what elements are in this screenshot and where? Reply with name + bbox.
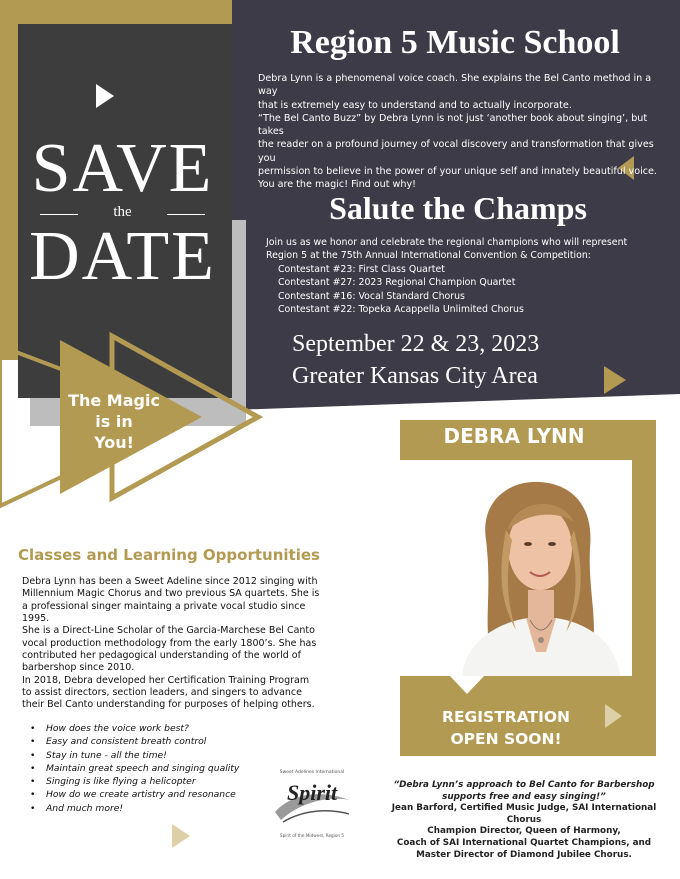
logo-top-text: Sweet Adelines International [279, 770, 345, 775]
magic-line: is in [95, 412, 133, 431]
topic-item: • And much more! [30, 802, 260, 815]
contestant-item: Contestant #27: 2023 Regional Champion Quartet [278, 277, 516, 289]
bio-text [22, 576, 322, 712]
intro-text [258, 72, 662, 192]
bio-line: barbershop since 2010. [22, 662, 135, 674]
salute-line: Join us as we honor and celebrate the regional champions who will represent [266, 237, 628, 248]
page-title: Region 5 Music School [290, 24, 620, 61]
topics-list [30, 722, 260, 815]
registration-status [400, 706, 612, 750]
contestant-item: Contestant #23: First Class Quartet [278, 263, 445, 275]
credit-line: Master Director of Diamond Jubilee Chorus. [416, 849, 632, 860]
credit-line: Coach of SAI International Quartet Champions, and [396, 837, 652, 848]
bio-line: vocal production methodology from the early 1800’s. She has [22, 637, 317, 649]
registration-line: REGISTRATION [442, 708, 570, 726]
bio-line: Debra Lynn has been a Sweet Adeline since 2012 singing with [22, 576, 318, 587]
presenter-name: DEBRA LYNN [443, 424, 585, 448]
magic-line: You! [94, 433, 134, 452]
quote-line: supports free and easy singing!” [442, 791, 606, 802]
quote-line: “Debra Lynn’s approach to Bel Canto for Barbershop [393, 780, 655, 790]
event-date: September 22 & 23, 2023 [292, 331, 540, 357]
small-triangle-light-bottom [172, 824, 190, 848]
contestant-item: Contestant #16: Vocal Standard Chorus [278, 290, 465, 302]
salute-line: Region 5 at the 75th Annual International Convention & Competition: [266, 250, 591, 262]
bio-line: their Bel Canto understanding for purposes of helping others. [22, 699, 315, 711]
credit-line: Champion Director, Queen of Harmony, [427, 826, 621, 837]
bio-line: Millennium Magic Chorus and two previous SA quartets. She is [22, 588, 320, 600]
event-location: Greater Kansas City Area [292, 363, 538, 389]
intro-line: You are the magic! Find out why! [258, 179, 417, 191]
intro-line: that is extremely easy to understand and to actually incorporate. [258, 99, 572, 111]
magic-tagline [56, 390, 172, 453]
bio-line: to assist directors, section leaders, and singers to advance [22, 687, 302, 699]
registration-line: OPEN SOON! [450, 730, 562, 748]
date-heading: DATE [29, 218, 216, 295]
testimonial [376, 780, 672, 861]
bio-line: She is a Direct-Line Scholar of the Garcia-Marchese Bel Canto [22, 625, 315, 637]
save-heading: SAVE [31, 130, 214, 207]
bio-line: In 2018, Debra developed her Certification Training Program [22, 674, 310, 686]
bio-line: a professional singer maintaing a private vocal studio since 1995. [22, 600, 306, 625]
topic-item: • Maintain great speech and singing quality [30, 762, 260, 775]
logo-word: Spirit [287, 780, 338, 805]
logo-bottom-text: Spirit of the Midwest, Region 5 [279, 833, 345, 838]
intro-line: Debra Lynn is a phenomenal voice coach. She explains the Bel Canto method in a way [258, 73, 652, 98]
magic-line: The Magic [68, 391, 160, 410]
classes-heading: Classes and Learning Opportunities [18, 546, 320, 564]
intro-line: the reader on a profound journey of vocal discovery and transformation that gives you [258, 139, 654, 164]
spirit-logo [267, 770, 357, 840]
topic-item: • How does the voice work best? [30, 722, 260, 735]
intro-line: permission to believe in the power of your unique self and innately beautiful voice. [258, 166, 657, 178]
contestant-item: Contestant #22: Topeka Acappella Unlimited Chorus [278, 304, 524, 316]
the-word: the [113, 204, 132, 220]
divider-line-right [167, 214, 205, 215]
credit-line: Jean Barford, Certified Music Judge, SAI International Chorus [391, 803, 657, 825]
topic-item: • Singing is like flying a helicopter [30, 775, 260, 788]
intro-line: “The Bel Canto Buzz” by Debra Lynn is not just ‘another book about singing’, but takes [258, 112, 648, 138]
salute-title: Salute the Champs [329, 190, 587, 226]
topic-item: • How do we create artistry and resonance [30, 788, 260, 801]
topic-item: • Stay in tune - all the time! [30, 749, 260, 762]
salute-body [266, 236, 666, 316]
topic-item: • Easy and consistent breath control [30, 735, 260, 748]
bio-line: contributed her pedagogical understanding of the world of [22, 650, 301, 662]
